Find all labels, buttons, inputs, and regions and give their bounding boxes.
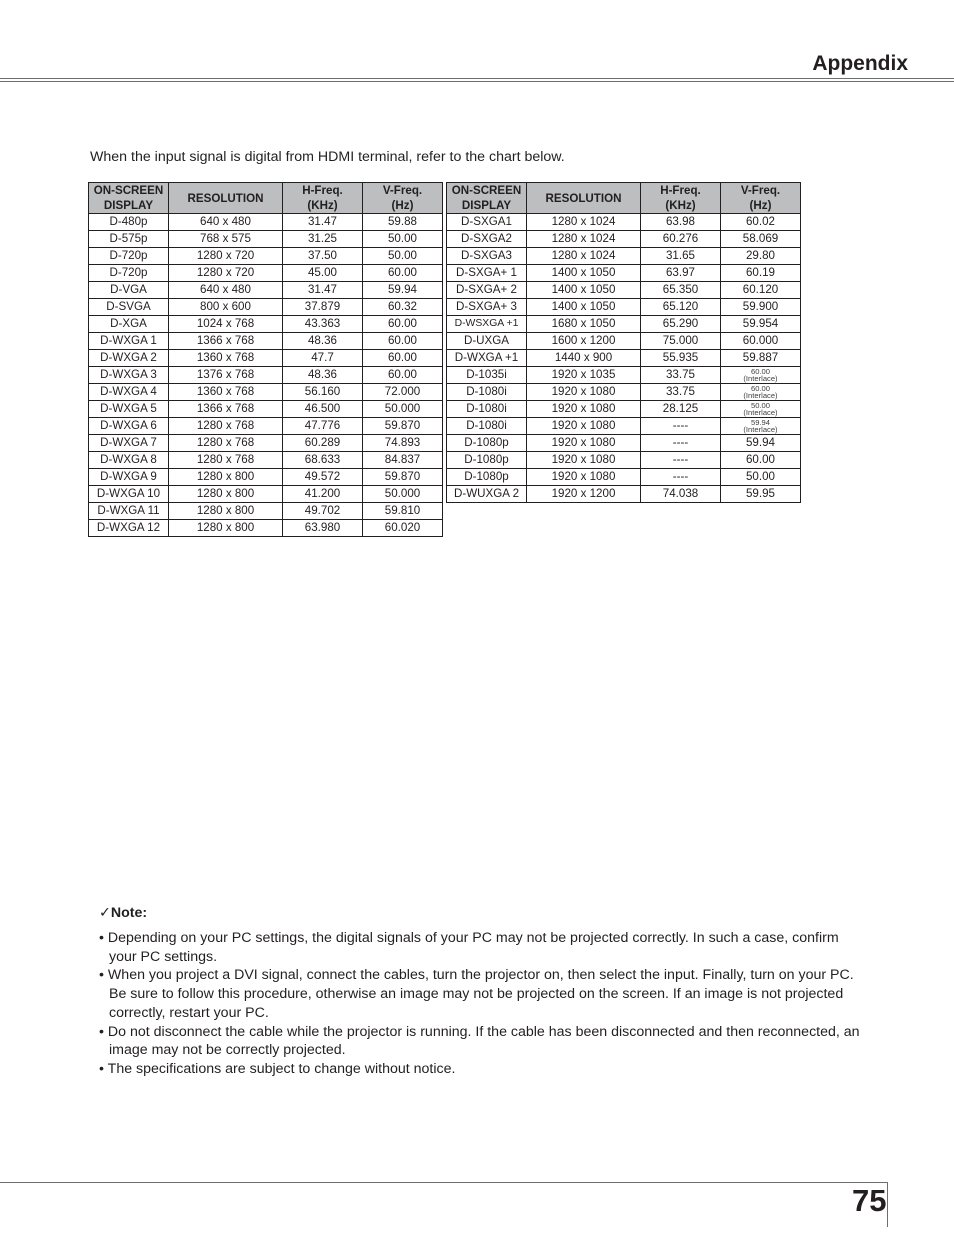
footer-rule — [0, 1182, 887, 1183]
table-row — [89, 418, 443, 435]
cell-resolution: 1280 x 1024 — [527, 248, 641, 265]
cell-display: D-UXGA — [447, 333, 527, 350]
cell-display: D-1080i — [447, 401, 527, 418]
cell-vfreq: 60.00 — [363, 265, 443, 282]
cell-hfreq: 60.276 — [641, 231, 721, 248]
cell-display: D-WSXGA +1 — [447, 316, 527, 333]
signal-table-right — [446, 182, 801, 503]
cell-vfreq: 60.020 — [363, 520, 443, 537]
cell-resolution: 1376 x 768 — [169, 367, 283, 384]
cell-display: D-WUXGA 2 — [447, 486, 527, 503]
note-heading: ✓Note: — [99, 905, 148, 921]
cell-display: D-WXGA 9 — [89, 469, 169, 486]
header-onscreen-display: ON-SCREEN DISPLAY — [447, 183, 527, 214]
table-row — [447, 418, 801, 435]
cell-vfreq: 60.00 — [363, 367, 443, 384]
cell-vfreq: 84.837 — [363, 452, 443, 469]
header-vfreq: V-Freq. (Hz) — [721, 183, 801, 214]
note-item: • Depending on your PC settings, the digital signals of your PC may not be projected correctly. In such a case, confirm your PC settings. — [99, 930, 839, 965]
cell-display: D-XGA — [89, 316, 169, 333]
cell-resolution: 1920 x 1080 — [527, 384, 641, 401]
cell-resolution: 1280 x 720 — [169, 265, 283, 282]
cell-vfreq: 59.900 — [721, 299, 801, 316]
cell-hfreq: 65.120 — [641, 299, 721, 316]
cell-vfreq: 59.887 — [721, 350, 801, 367]
cell-resolution: 1360 x 768 — [169, 384, 283, 401]
cell-resolution: 1280 x 768 — [169, 435, 283, 452]
cell-display: D-WXGA 11 — [89, 503, 169, 520]
cell-resolution: 1920 x 1080 — [527, 435, 641, 452]
cell-hfreq: ---- — [641, 435, 721, 452]
cell-resolution: 1280 x 800 — [169, 486, 283, 503]
table-row — [89, 248, 443, 265]
table-row — [89, 282, 443, 299]
table-header-row — [447, 183, 801, 214]
cell-hfreq: 49.572 — [283, 469, 363, 486]
table-row — [89, 265, 443, 282]
cell-display: D-720p — [89, 265, 169, 282]
cell-vfreq: 50.00 — [721, 469, 801, 486]
cell-vfreq: 60.00 (Interlace) — [721, 384, 801, 401]
header-resolution: RESOLUTION — [169, 183, 283, 214]
cell-display: D-SXGA1 — [447, 214, 527, 231]
table-row — [89, 452, 443, 469]
cell-resolution: 1920 x 1080 — [527, 401, 641, 418]
cell-hfreq: 45.00 — [283, 265, 363, 282]
cell-resolution: 1280 x 800 — [169, 503, 283, 520]
cell-resolution: 1280 x 768 — [169, 452, 283, 469]
cell-display: D-SXGA+ 2 — [447, 282, 527, 299]
cell-vfreq: 59.954 — [721, 316, 801, 333]
cell-vfreq: 60.02 — [721, 214, 801, 231]
header-resolution: RESOLUTION — [527, 183, 641, 214]
cell-resolution: 1360 x 768 — [169, 350, 283, 367]
cell-hfreq: 65.350 — [641, 282, 721, 299]
cell-hfreq: 31.47 — [283, 214, 363, 231]
cell-vfreq: 59.870 — [363, 469, 443, 486]
cell-hfreq: 65.290 — [641, 316, 721, 333]
cell-resolution: 1920 x 1200 — [527, 486, 641, 503]
cell-vfreq: 60.00 — [363, 316, 443, 333]
header-rule-top — [0, 78, 954, 79]
cell-resolution: 1920 x 1080 — [527, 452, 641, 469]
cell-vfreq: 50.000 — [363, 401, 443, 418]
cell-hfreq: 75.000 — [641, 333, 721, 350]
cell-vfreq: 59.88 — [363, 214, 443, 231]
cell-hfreq: 33.75 — [641, 367, 721, 384]
table-row — [89, 367, 443, 384]
cell-vfreq: 59.870 — [363, 418, 443, 435]
cell-vfreq: 59.94 (Interlace) — [721, 418, 801, 435]
cell-resolution: 1280 x 720 — [169, 248, 283, 265]
cell-resolution: 1280 x 800 — [169, 469, 283, 486]
table-row — [447, 350, 801, 367]
cell-resolution: 640 x 480 — [169, 282, 283, 299]
table-row — [89, 384, 443, 401]
page-title: Appendix — [812, 52, 908, 75]
cell-vfreq: 50.00 (Interlace) — [721, 401, 801, 418]
cell-hfreq: 47.7 — [283, 350, 363, 367]
footer-divider — [887, 1182, 888, 1227]
header-hfreq: H-Freq. (KHz) — [283, 183, 363, 214]
table-row — [89, 435, 443, 452]
cell-hfreq: 74.038 — [641, 486, 721, 503]
table-row — [89, 469, 443, 486]
table-row — [89, 214, 443, 231]
cell-vfreq: 59.95 — [721, 486, 801, 503]
note-item: • When you project a DVI signal, connect the cables, turn the projector on, then select the input. Finally, turn on your PC. Be sure to follow this procedure, otherwise an image may not be projected on the screen. If an image is not projected correctly, restart your PC. — [99, 967, 854, 1021]
cell-resolution: 1280 x 768 — [169, 418, 283, 435]
cell-vfreq: 50.00 — [363, 248, 443, 265]
table-row — [447, 333, 801, 350]
table-row — [447, 486, 801, 503]
table-row — [89, 401, 443, 418]
cell-hfreq: 55.935 — [641, 350, 721, 367]
cell-hfreq: 48.36 — [283, 333, 363, 350]
table-row — [447, 401, 801, 418]
table-row — [447, 384, 801, 401]
cell-display: D-WXGA 4 — [89, 384, 169, 401]
cell-display: D-WXGA 8 — [89, 452, 169, 469]
cell-vfreq: 72.000 — [363, 384, 443, 401]
table-header-row — [89, 183, 443, 214]
cell-resolution: 1920 x 1080 — [527, 418, 641, 435]
cell-vfreq: 60.00 — [363, 333, 443, 350]
signal-table-left — [88, 182, 443, 537]
cell-hfreq: 60.289 — [283, 435, 363, 452]
cell-display: D-WXGA +1 — [447, 350, 527, 367]
cell-display: D-1080i — [447, 418, 527, 435]
table-row — [447, 435, 801, 452]
table-row — [89, 520, 443, 537]
cell-display: D-SVGA — [89, 299, 169, 316]
cell-resolution: 1366 x 768 — [169, 401, 283, 418]
cell-display: D-WXGA 7 — [89, 435, 169, 452]
table-row — [447, 214, 801, 231]
cell-display: D-WXGA 12 — [89, 520, 169, 537]
table-row — [89, 333, 443, 350]
cell-display: D-WXGA 5 — [89, 401, 169, 418]
cell-display: D-WXGA 1 — [89, 333, 169, 350]
cell-vfreq: 60.00 — [721, 452, 801, 469]
cell-resolution: 1440 x 900 — [527, 350, 641, 367]
cell-hfreq: 37.50 — [283, 248, 363, 265]
cell-resolution: 1680 x 1050 — [527, 316, 641, 333]
cell-hfreq: 31.25 — [283, 231, 363, 248]
cell-vfreq: 60.00 — [363, 350, 443, 367]
table-row — [89, 486, 443, 503]
table-row — [89, 231, 443, 248]
cell-vfreq: 29.80 — [721, 248, 801, 265]
cell-vfreq: 60.19 — [721, 265, 801, 282]
cell-resolution: 768 x 575 — [169, 231, 283, 248]
cell-display: D-WXGA 6 — [89, 418, 169, 435]
cell-vfreq: 59.94 — [721, 435, 801, 452]
table-row — [447, 282, 801, 299]
cell-resolution: 1366 x 768 — [169, 333, 283, 350]
cell-vfreq: 50.000 — [363, 486, 443, 503]
cell-resolution: 1400 x 1050 — [527, 282, 641, 299]
header-onscreen-display: ON-SCREEN DISPLAY — [89, 183, 169, 214]
cell-hfreq: 41.200 — [283, 486, 363, 503]
cell-hfreq: 28.125 — [641, 401, 721, 418]
table-row — [89, 350, 443, 367]
cell-hfreq: 31.65 — [641, 248, 721, 265]
cell-resolution: 1280 x 1024 — [527, 231, 641, 248]
table-row — [447, 248, 801, 265]
cell-vfreq: 60.000 — [721, 333, 801, 350]
cell-display: D-1080p — [447, 469, 527, 486]
cell-resolution: 1280 x 1024 — [527, 214, 641, 231]
cell-hfreq: ---- — [641, 469, 721, 486]
cell-display: D-WXGA 3 — [89, 367, 169, 384]
cell-resolution: 800 x 600 — [169, 299, 283, 316]
cell-display: D-WXGA 10 — [89, 486, 169, 503]
cell-vfreq: 59.94 — [363, 282, 443, 299]
cell-hfreq: 48.36 — [283, 367, 363, 384]
cell-hfreq: 63.97 — [641, 265, 721, 282]
cell-display: D-720p — [89, 248, 169, 265]
cell-hfreq: 37.879 — [283, 299, 363, 316]
cell-hfreq: 47.776 — [283, 418, 363, 435]
cell-display: D-SXGA+ 1 — [447, 265, 527, 282]
cell-vfreq: 58.069 — [721, 231, 801, 248]
cell-resolution: 1920 x 1035 — [527, 367, 641, 384]
checkmark-icon: ✓ — [99, 905, 111, 921]
cell-resolution: 640 x 480 — [169, 214, 283, 231]
cell-hfreq: 63.98 — [641, 214, 721, 231]
cell-resolution: 1920 x 1080 — [527, 469, 641, 486]
cell-display: D-VGA — [89, 282, 169, 299]
cell-hfreq: 63.980 — [283, 520, 363, 537]
cell-display: D-1080i — [447, 384, 527, 401]
cell-hfreq: 31.47 — [283, 282, 363, 299]
header-rule-bottom — [0, 81, 954, 82]
cell-vfreq: 60.120 — [721, 282, 801, 299]
cell-resolution: 1400 x 1050 — [527, 265, 641, 282]
header-vfreq: V-Freq. (Hz) — [363, 183, 443, 214]
page-number: 75 — [852, 1183, 887, 1218]
cell-display: D-SXGA2 — [447, 231, 527, 248]
cell-vfreq: 50.00 — [363, 231, 443, 248]
cell-hfreq: 33.75 — [641, 384, 721, 401]
table-row — [447, 299, 801, 316]
cell-resolution: 1024 x 768 — [169, 316, 283, 333]
table-row — [447, 316, 801, 333]
cell-hfreq: ---- — [641, 452, 721, 469]
cell-hfreq: 49.702 — [283, 503, 363, 520]
note-section — [99, 905, 864, 1079]
table-row — [89, 316, 443, 333]
cell-display: D-575p — [89, 231, 169, 248]
cell-display: D-1080p — [447, 452, 527, 469]
cell-resolution: 1400 x 1050 — [527, 299, 641, 316]
table-row — [447, 265, 801, 282]
cell-vfreq: 59.810 — [363, 503, 443, 520]
cell-display: D-480p — [89, 214, 169, 231]
cell-hfreq: 56.160 — [283, 384, 363, 401]
table-row — [447, 367, 801, 384]
cell-resolution: 1280 x 800 — [169, 520, 283, 537]
cell-display: D-WXGA 2 — [89, 350, 169, 367]
cell-vfreq: 60.32 — [363, 299, 443, 316]
cell-display: D-1035i — [447, 367, 527, 384]
intro-text: When the input signal is digital from HDMI terminal, refer to the chart below. — [90, 149, 565, 165]
table-row — [89, 503, 443, 520]
cell-display: D-1080p — [447, 435, 527, 452]
cell-hfreq: 68.633 — [283, 452, 363, 469]
table-row — [447, 469, 801, 486]
cell-display: D-SXGA3 — [447, 248, 527, 265]
cell-hfreq: ---- — [641, 418, 721, 435]
table-row — [447, 231, 801, 248]
table-row — [447, 452, 801, 469]
cell-resolution: 1600 x 1200 — [527, 333, 641, 350]
note-item: • Do not disconnect the cable while the projector is running. If the cable has been disconnected and then reconnected, an image may not be correctly projected. — [99, 1023, 860, 1059]
table-row — [89, 299, 443, 316]
note-item: • The specifications are subject to change without notice. — [99, 1060, 456, 1077]
cell-vfreq: 74.893 — [363, 435, 443, 452]
cell-hfreq: 46.500 — [283, 401, 363, 418]
header-hfreq: H-Freq. (KHz) — [641, 183, 721, 214]
cell-display: D-SXGA+ 3 — [447, 299, 527, 316]
cell-vfreq: 60.00 (Interlace) — [721, 367, 801, 384]
cell-hfreq: 43.363 — [283, 316, 363, 333]
